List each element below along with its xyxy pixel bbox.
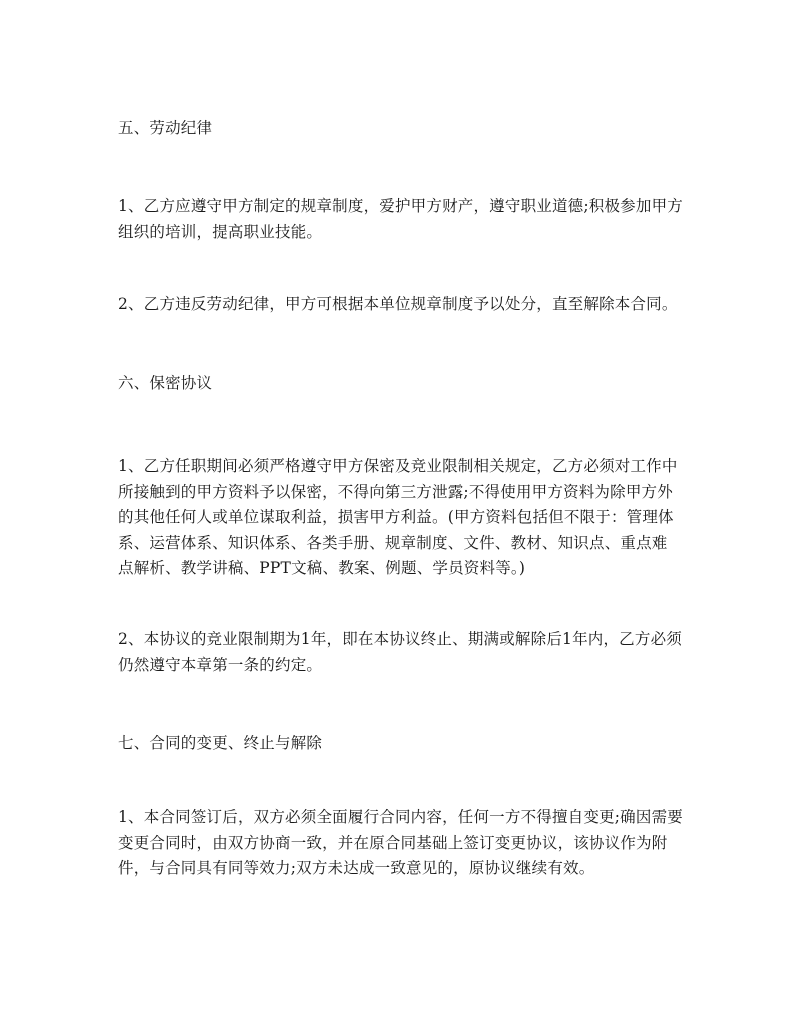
section-5-clause-2: 2、乙方违反劳动纪律，甲方可根据本单位规章制度予以处分，直至解除本合同。 <box>118 295 678 313</box>
section-6-clause-2: 2、本协议的竞业限制期为1年，即在本协议终止、期满或解除后1年内，乙方必须仍然遵守本章第一条的约定。 <box>118 630 682 674</box>
section-5-clause-1: 1、乙方应遵守甲方制定的规章制度，爱护甲方财产，遵守职业道德;积极参加甲方组织的培训，提高职业技能。 <box>118 197 683 241</box>
section-7-clause-1: 1、本合同签订后，双方必须全面履行合同内容，任何一方不得擅自变更;确因需要变更合同时，由双方协商一致，并在原合同基础上签订变更协议，该协议作为附件，与合同具有同等效力;双方未达成一致意见的，原协议继续有效。 <box>118 808 683 877</box>
section-7-heading: 七、合同的变更、终止与解除 <box>118 734 323 752</box>
section-6-clause-1: 1、乙方任职期间必须严格遵守甲方保密及竞业限制相关规定，乙方必须对工作中所接触到的甲方资料予以保密，不得向第三方泄露;不得使用甲方资料为除甲方外的其他任何人或单位谋取利益，损害甲方利益。(甲方资料包括但不限于：管理体系、运营体系、知识体系、各类手册、规章制度、文件、教材、知识点、重点难点解析、教学讲稿、PPT文稿、教案、例题、学员资料等。) <box>118 457 678 577</box>
section-6-heading: 六、保密协议 <box>118 374 213 392</box>
section-5-heading: 五、劳动纪律 <box>118 119 213 137</box>
